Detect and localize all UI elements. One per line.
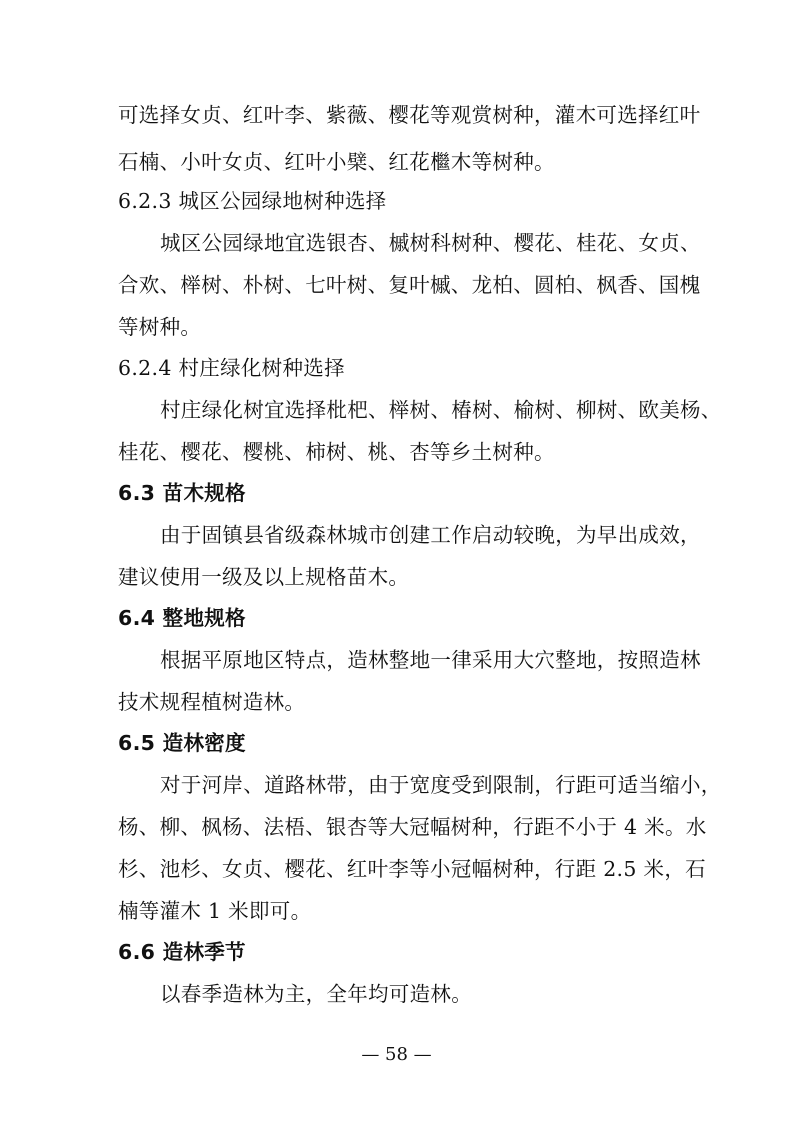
paragraph-line: 技术规程植树造林。	[118, 690, 306, 714]
paragraph-line: 等树种。	[118, 315, 202, 339]
paragraph-line: 桂花、樱花、樱桃、柿树、桃、杏等乡土树种。	[118, 440, 555, 464]
paragraph-line: 由于固镇县省级森林城市创建工作启动较晚，为早出成效，	[160, 523, 701, 547]
paragraph-line: 对于河岸、道路林带，由于宽度受到限制，行距可适当缩小，	[160, 773, 722, 797]
paragraph-line: 可选择女贞、红叶李、紫薇、樱花等观赏树种，灌木可选择红叶	[118, 103, 701, 127]
paragraph-line: 根据平原地区特点，造林整地一律采用大穴整地，按照造林	[160, 648, 701, 672]
section-heading-6-6: 6.6 造林季节	[118, 940, 246, 964]
paragraph-line: 城区公园绿地宜选银杏、槭树科树种、樱花、桂花、女贞、	[160, 231, 701, 255]
paragraph-line: 合欢、榉树、朴树、七叶树、复叶槭、龙柏、圆柏、枫香、国槐	[118, 273, 701, 297]
section-heading-6-3: 6.3 苗木规格	[118, 481, 246, 505]
section-heading-6-2-4: 6.2.4 村庄绿化树种选择	[118, 356, 345, 380]
paragraph-line: 石楠、小叶女贞、红叶小檗、红花檵木等树种。	[118, 150, 555, 174]
paragraph-line: 杨、柳、枫杨、法梧、银杏等大冠幅树种，行距不小于 4 米。水	[118, 815, 707, 839]
paragraph-line: 楠等灌木 1 米即可。	[118, 899, 312, 923]
section-heading-6-4: 6.4 整地规格	[118, 606, 246, 630]
paragraph-line: 杉、池杉、女贞、樱花、红叶李等小冠幅树种，行距 2.5 米，石	[118, 857, 706, 881]
paragraph-line: 村庄绿化树宜选择枇杷、榉树、椿树、榆树、柳树、欧美杨、	[160, 398, 722, 422]
section-heading-6-5: 6.5 造林密度	[118, 731, 246, 755]
section-heading-6-2-3: 6.2.3 城区公园绿地树种选择	[118, 189, 387, 213]
paragraph-line: 以春季造林为主，全年均可造林。	[160, 982, 472, 1006]
paragraph-line: 建议使用一级及以上规格苗木。	[118, 565, 410, 589]
page-number: — 58 —	[361, 1044, 432, 1065]
